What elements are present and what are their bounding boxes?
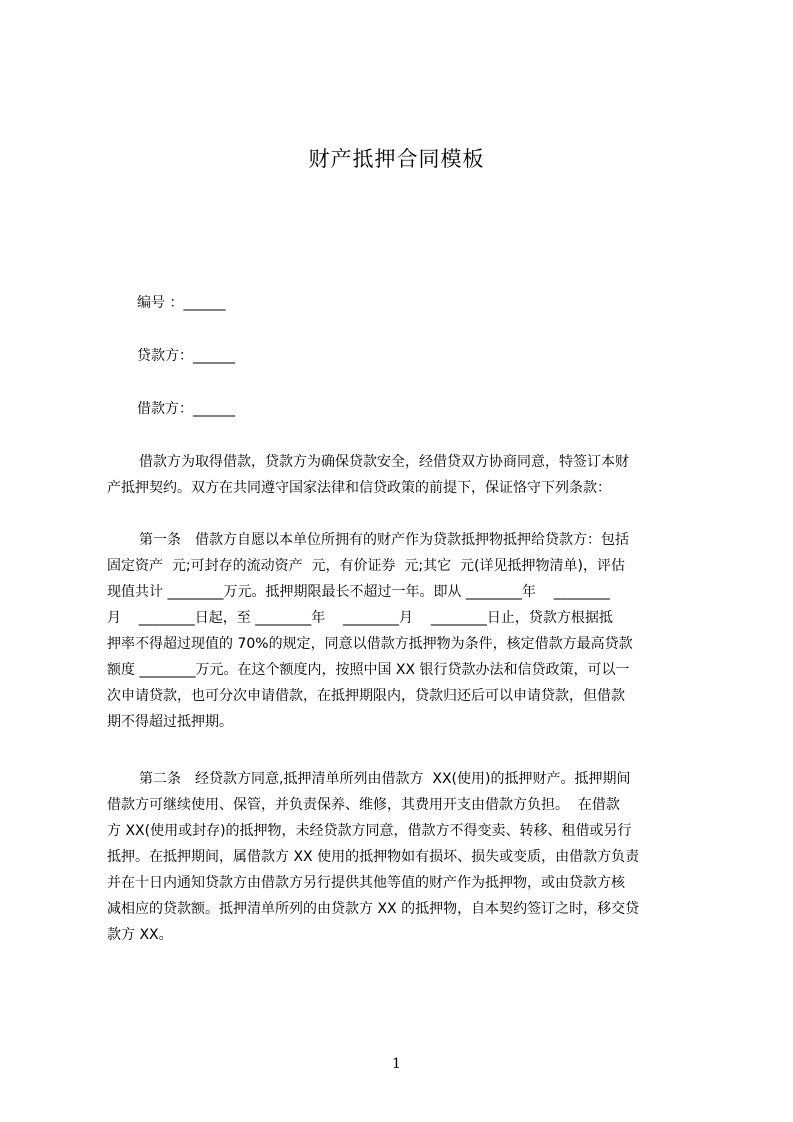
page-number: 1 xyxy=(392,1056,401,1072)
intro-paragraph xyxy=(107,449,701,501)
article-1-line: 期不得超过抵押期。 xyxy=(107,714,233,730)
contract-number-field: 编号 ：______ xyxy=(137,295,226,311)
article-1-paragraph xyxy=(107,527,701,735)
document-title: 财产抵押合同模板 xyxy=(308,147,485,171)
article-2-line: 借款方可继续使用、保管，并负责保养、维修，其费用开支由借款方负担。 在借款 xyxy=(107,797,620,813)
article-1-line: 第一条 借款方自愿以本单位所拥有的财产作为贷款抵押物抵押给贷款方：包括 xyxy=(139,532,629,548)
intro-line: 借款方为取得借款，贷款方为确保贷款安全，经借贷双方协商同意，特签订本财 xyxy=(139,454,629,470)
article-2-paragraph xyxy=(107,766,701,948)
article-1-line: 月 ________日起，至 ________年 ________月 ________日止，贷款方根据抵 xyxy=(107,610,613,626)
article-1-line: 押率不得超过现值的 70%的规定，同意以借款方抵押物为条件，核定借款方最高贷款 xyxy=(107,636,633,652)
article-2-line: 减相应的贷款额。抵押清单所列的由贷款方 XX 的抵押物，自本契约签订之时，移交贷 xyxy=(107,901,640,917)
article-1-line: 固定资产 元;可封存的流动资产 元，有价证券 元;其它 元(详见抵押物清单)，评估 xyxy=(107,558,625,574)
article-2-line: 第二条 经贷款方同意,抵押清单所列由借款方 XX(使用)的抵押财产。抵押期间 xyxy=(139,771,631,787)
lender-field: 贷款方：______ xyxy=(137,348,235,364)
article-1-line: 现值共计 ________万元。抵押期限最长不超过一年。即从 ________年 ________ xyxy=(107,584,610,600)
article-1-line: 次申请贷款，也可分次申请借款，在抵押期限内，贷款归还后可以申请贷款，但借款 xyxy=(107,688,625,704)
article-2-line: 并在十日内通知贷款方由借款方另行提供其他等值的财产作为抵押物，或由贷款方核 xyxy=(107,875,625,891)
article-2-line: 方 XX(使用或封存)的抵押物，未经贷款方同意，借款方不得变卖、转移、租借或另行 xyxy=(107,823,632,839)
article-2-line: 抵押。在抵押期间，属借款方 XX 使用的抵押物如有损坏、损失或变质，由借款方负责 xyxy=(107,849,640,865)
intro-line: 产抵押契约。双方在共同遵守国家法律和信贷政策的前提下，保证恪守下列条款： xyxy=(107,480,611,496)
article-2-line: 款方 XX。 xyxy=(107,927,173,943)
article-1-line: 额度 ________万元。在这个额度内，按照中国 XX 银行贷款办法和信贷政策，可以一 xyxy=(107,662,630,678)
borrower-field: 借款方：______ xyxy=(137,401,235,417)
